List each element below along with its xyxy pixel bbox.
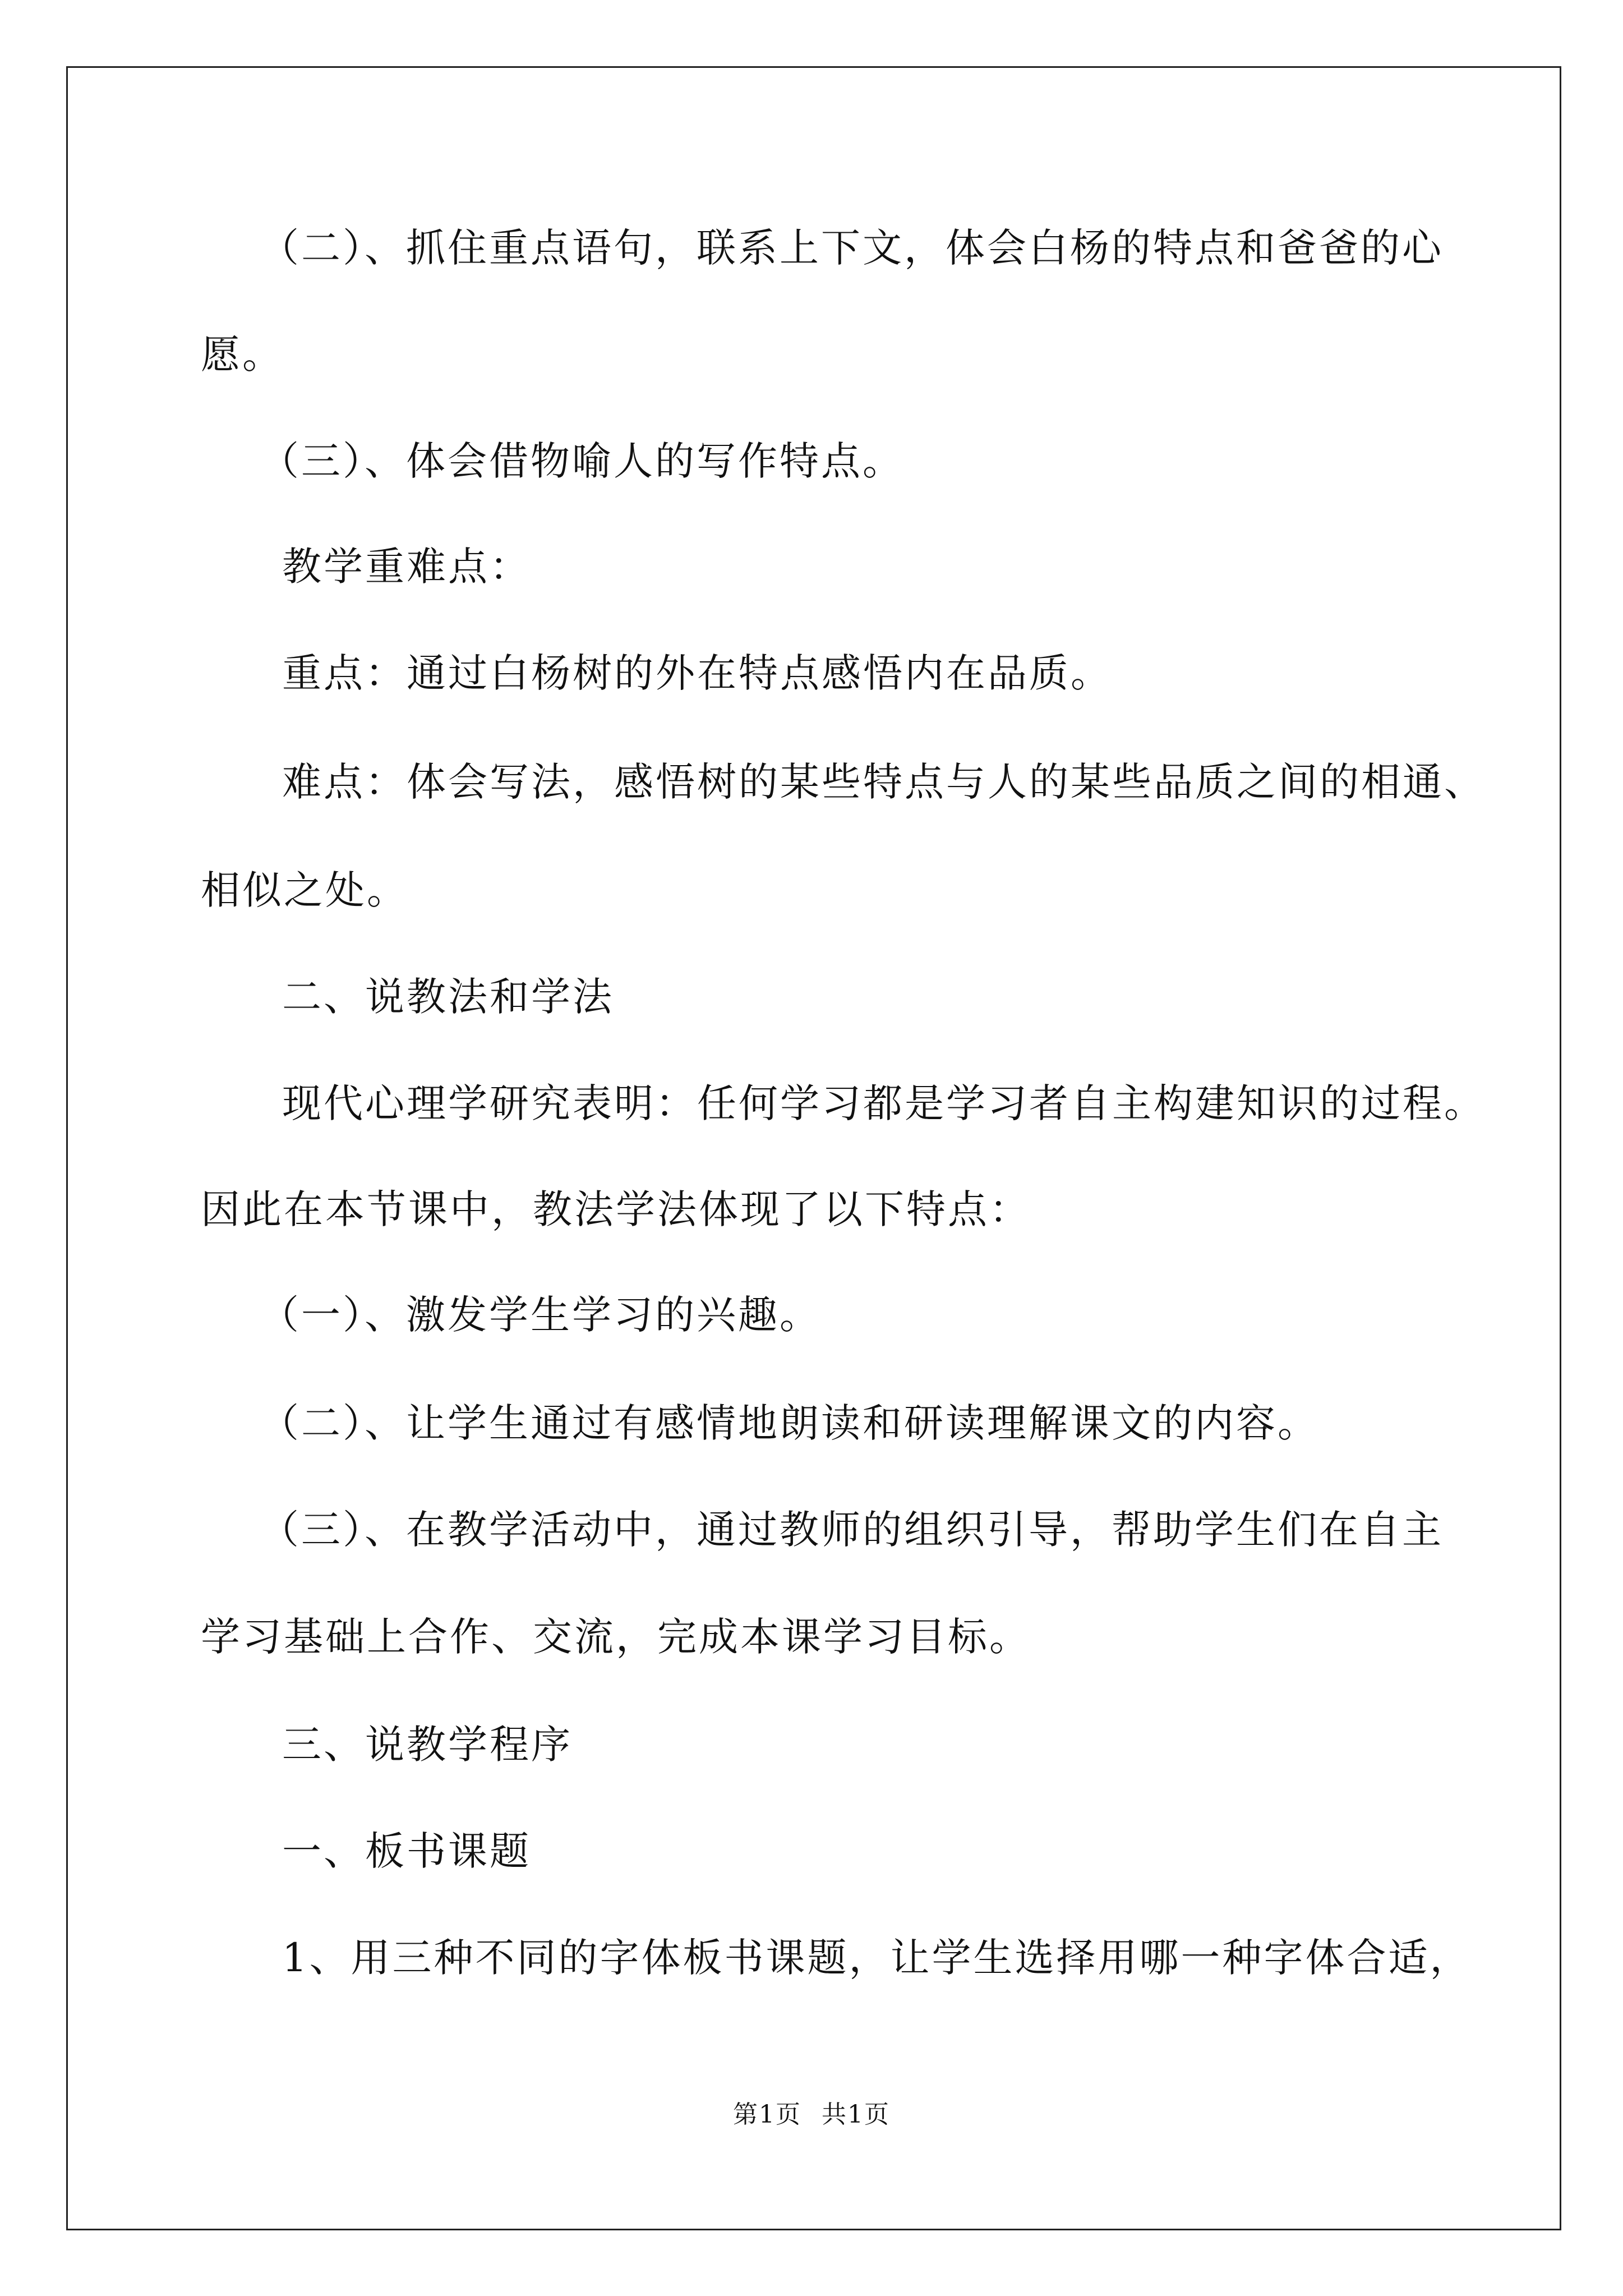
text-line: 愿。	[201, 332, 284, 378]
text-line: 一、板书课题	[282, 1828, 531, 1874]
text-line: 现代心理学研究表明：任何学习都是学习者自主构建知识的过程。	[282, 1080, 1486, 1126]
text-line: 教学重难点：	[282, 544, 531, 590]
text-line: 三、说教学程序	[282, 1722, 573, 1768]
text-line: （二）、抓住重点语句，联系上下文，体会白杨的特点和爸爸的心	[260, 225, 1444, 271]
text-line: 难点：体会写法，感悟树的某些特点与人的某些品质之间的相通、	[282, 759, 1486, 805]
text-line: 二、说教法和学法	[282, 974, 614, 1020]
text-line: 相似之处。	[201, 867, 408, 913]
page-total: 共1页	[822, 2100, 890, 2129]
text-line: （一）、激发学生学习的兴趣。	[260, 1292, 821, 1338]
page-footer	[0, 2099, 1623, 2131]
text-line: 重点：通过白杨树的外在特点感悟内在品质。	[282, 650, 1112, 696]
page-number: 第1页	[733, 2100, 801, 2129]
text-line: 1、用三种不同的字体板书课题，让学生选择用哪一种字体合适，	[282, 1935, 1472, 1981]
text-line: 因此在本节课中，教法学法体现了以下特点：	[201, 1186, 1031, 1232]
text-line: （二）、让学生通过有感情地朗读和研读理解课文的内容。	[260, 1400, 1319, 1446]
text-line: （三）、体会借物喻人的写作特点。	[260, 438, 904, 484]
page-border	[66, 66, 1561, 2230]
text-line: 学习基础上合作、交流，完成本课学习目标。	[201, 1614, 1031, 1660]
text-line: （三）、在教学活动中，通过教师的组织引导，帮助学生们在自主	[260, 1507, 1444, 1553]
